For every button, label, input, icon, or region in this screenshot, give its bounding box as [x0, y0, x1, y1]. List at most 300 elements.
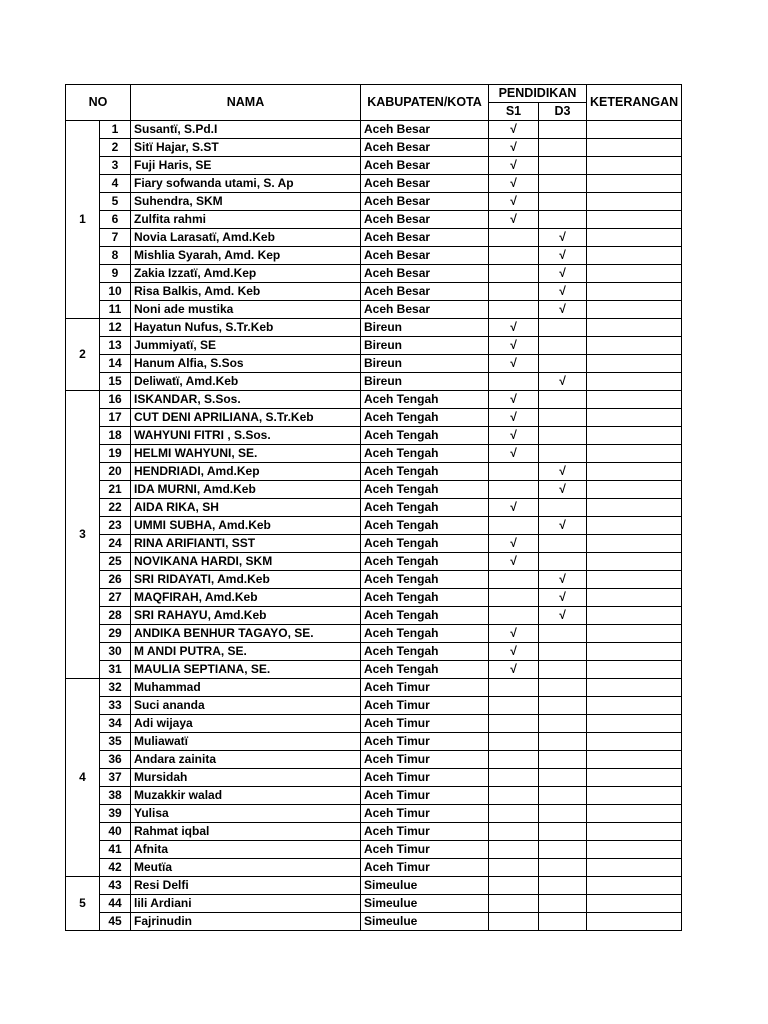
- keterangan-cell: [587, 733, 682, 751]
- d3-check-cell: [539, 265, 587, 283]
- name-cell: SRI RIDAYATI, Amd.Keb: [131, 571, 361, 589]
- s1-check-cell: [489, 391, 539, 409]
- kabupaten-cell: Aceh Timur: [361, 715, 489, 733]
- name-cell: Resi Delfi: [131, 877, 361, 895]
- check-mark-icon: √: [559, 518, 566, 532]
- name-cell: Andara zainita: [131, 751, 361, 769]
- table-row: [66, 787, 682, 805]
- s1-check-cell: [489, 283, 539, 301]
- keterangan-cell: [587, 859, 682, 877]
- table-row: [66, 535, 682, 553]
- group-number: 3: [66, 391, 100, 679]
- d3-check-cell: [539, 463, 587, 481]
- s1-check-cell: [489, 355, 539, 373]
- d3-check-cell: [539, 625, 587, 643]
- s1-check-cell: [489, 877, 539, 895]
- d3-check-cell: [539, 553, 587, 571]
- s1-check-cell: [489, 445, 539, 463]
- s1-check-cell: [489, 157, 539, 175]
- check-mark-icon: √: [510, 626, 517, 640]
- table-row: [66, 553, 682, 571]
- row-number: 25: [100, 553, 131, 571]
- keterangan-cell: [587, 517, 682, 535]
- table-row: [66, 193, 682, 211]
- d3-check-cell: [539, 805, 587, 823]
- kabupaten-cell: Aceh Tengah: [361, 553, 489, 571]
- table-row: [66, 571, 682, 589]
- name-cell: Fiary sofwanda utami, S. Ap: [131, 175, 361, 193]
- s1-check-cell: [489, 121, 539, 139]
- kabupaten-cell: Aceh Timur: [361, 697, 489, 715]
- table-row: [66, 697, 682, 715]
- keterangan-cell: [587, 535, 682, 553]
- keterangan-cell: [587, 391, 682, 409]
- name-cell: Fajrinudin: [131, 913, 361, 931]
- check-mark-icon: √: [510, 140, 517, 154]
- keterangan-cell: [587, 229, 682, 247]
- table-row: [66, 445, 682, 463]
- keterangan-cell: [587, 409, 682, 427]
- kabupaten-cell: Aceh Besar: [361, 247, 489, 265]
- d3-check-cell: [539, 481, 587, 499]
- name-cell: Zulfita rahmi: [131, 211, 361, 229]
- table-row: [66, 301, 682, 319]
- kabupaten-cell: Aceh Besar: [361, 265, 489, 283]
- kabupaten-cell: Aceh Besar: [361, 157, 489, 175]
- check-mark-icon: √: [559, 608, 566, 622]
- d3-check-cell: [539, 409, 587, 427]
- s1-check-cell: [489, 427, 539, 445]
- check-mark-icon: √: [510, 446, 517, 460]
- group-number: 5: [66, 877, 100, 931]
- row-number: 44: [100, 895, 131, 913]
- check-mark-icon: √: [510, 644, 517, 658]
- kabupaten-cell: Aceh Timur: [361, 769, 489, 787]
- keterangan-cell: [587, 247, 682, 265]
- header-no: NO: [66, 85, 131, 121]
- s1-check-cell: [489, 193, 539, 211]
- check-mark-icon: √: [559, 266, 566, 280]
- table-row: [66, 229, 682, 247]
- table-row: [66, 211, 682, 229]
- d3-check-cell: [539, 859, 587, 877]
- d3-check-cell: [539, 319, 587, 337]
- d3-check-cell: [539, 211, 587, 229]
- table-row: [66, 589, 682, 607]
- d3-check-cell: [539, 571, 587, 589]
- check-mark-icon: √: [559, 302, 566, 316]
- row-number: 8: [100, 247, 131, 265]
- keterangan-cell: [587, 805, 682, 823]
- s1-check-cell: [489, 679, 539, 697]
- kabupaten-cell: Aceh Besar: [361, 121, 489, 139]
- name-cell: ISKANDAR, S.Sos.: [131, 391, 361, 409]
- row-number: 21: [100, 481, 131, 499]
- row-number: 37: [100, 769, 131, 787]
- row-number: 31: [100, 661, 131, 679]
- keterangan-cell: [587, 193, 682, 211]
- keterangan-cell: [587, 139, 682, 157]
- row-number: 38: [100, 787, 131, 805]
- check-mark-icon: √: [510, 410, 517, 424]
- row-number: 23: [100, 517, 131, 535]
- keterangan-cell: [587, 301, 682, 319]
- kabupaten-cell: Aceh Tengah: [361, 499, 489, 517]
- kabupaten-cell: Aceh Timur: [361, 859, 489, 877]
- d3-check-cell: [539, 877, 587, 895]
- participant-table: [65, 84, 682, 931]
- row-number: 42: [100, 859, 131, 877]
- name-cell: UMMI SUBHA, Amd.Keb: [131, 517, 361, 535]
- d3-check-cell: [539, 697, 587, 715]
- name-cell: HENDRIADI, Amd.Kep: [131, 463, 361, 481]
- kabupaten-cell: Aceh Timur: [361, 805, 489, 823]
- s1-check-cell: [489, 337, 539, 355]
- s1-check-cell: [489, 697, 539, 715]
- keterangan-cell: [587, 589, 682, 607]
- name-cell: Novia Larasatï, Amd.Keb: [131, 229, 361, 247]
- s1-check-cell: [489, 841, 539, 859]
- row-number: 20: [100, 463, 131, 481]
- s1-check-cell: [489, 373, 539, 391]
- keterangan-cell: [587, 877, 682, 895]
- kabupaten-cell: Bireun: [361, 373, 489, 391]
- name-cell: Risa Balkis, Amd. Keb: [131, 283, 361, 301]
- name-cell: Jummiyatï, SE: [131, 337, 361, 355]
- d3-check-cell: [539, 841, 587, 859]
- table-row: [66, 769, 682, 787]
- check-mark-icon: √: [559, 482, 566, 496]
- keterangan-cell: [587, 157, 682, 175]
- table-row: [66, 913, 682, 931]
- kabupaten-cell: Aceh Tengah: [361, 589, 489, 607]
- check-mark-icon: √: [510, 500, 517, 514]
- s1-check-cell: [489, 715, 539, 733]
- row-number: 3: [100, 157, 131, 175]
- name-cell: SRI RAHAYU, Amd.Keb: [131, 607, 361, 625]
- kabupaten-cell: Aceh Tengah: [361, 427, 489, 445]
- name-cell: Hayatun Nufus, S.Tr.Keb: [131, 319, 361, 337]
- keterangan-cell: [587, 319, 682, 337]
- d3-check-cell: [539, 517, 587, 535]
- s1-check-cell: [489, 787, 539, 805]
- kabupaten-cell: Simeulue: [361, 895, 489, 913]
- table-row: [66, 499, 682, 517]
- name-cell: Sitï Hajar, S.ST: [131, 139, 361, 157]
- row-number: 16: [100, 391, 131, 409]
- table-row: [66, 355, 682, 373]
- check-mark-icon: √: [510, 158, 517, 172]
- keterangan-cell: [587, 121, 682, 139]
- name-cell: MAULIA SEPTIANA, SE.: [131, 661, 361, 679]
- s1-check-cell: [489, 913, 539, 931]
- table-row: [66, 481, 682, 499]
- kabupaten-cell: Aceh Besar: [361, 301, 489, 319]
- name-cell: MAQFIRAH, Amd.Keb: [131, 589, 361, 607]
- kabupaten-cell: Aceh Besar: [361, 139, 489, 157]
- s1-check-cell: [489, 463, 539, 481]
- d3-check-cell: [539, 535, 587, 553]
- d3-check-cell: [539, 373, 587, 391]
- name-cell: WAHYUNI FITRI , S.Sos.: [131, 427, 361, 445]
- kabupaten-cell: Aceh Besar: [361, 193, 489, 211]
- d3-check-cell: [539, 823, 587, 841]
- row-number: 4: [100, 175, 131, 193]
- keterangan-cell: [587, 463, 682, 481]
- d3-check-cell: [539, 193, 587, 211]
- d3-check-cell: [539, 751, 587, 769]
- kabupaten-cell: Aceh Besar: [361, 229, 489, 247]
- d3-check-cell: [539, 121, 587, 139]
- s1-check-cell: [489, 499, 539, 517]
- keterangan-cell: [587, 607, 682, 625]
- check-mark-icon: √: [510, 428, 517, 442]
- table-row: [66, 427, 682, 445]
- kabupaten-cell: Aceh Timur: [361, 787, 489, 805]
- row-number: 18: [100, 427, 131, 445]
- table-row: [66, 121, 682, 139]
- d3-check-cell: [539, 895, 587, 913]
- table-row: [66, 643, 682, 661]
- check-mark-icon: √: [510, 536, 517, 550]
- row-number: 33: [100, 697, 131, 715]
- name-cell: Muhammad: [131, 679, 361, 697]
- d3-check-cell: [539, 733, 587, 751]
- s1-check-cell: [489, 823, 539, 841]
- name-cell: Meutïa: [131, 859, 361, 877]
- name-cell: AIDA RIKA, SH: [131, 499, 361, 517]
- d3-check-cell: [539, 301, 587, 319]
- table-body: [66, 121, 682, 931]
- d3-check-cell: [539, 391, 587, 409]
- name-cell: Muliawatï: [131, 733, 361, 751]
- name-cell: Fuji Haris, SE: [131, 157, 361, 175]
- keterangan-cell: [587, 211, 682, 229]
- check-mark-icon: √: [559, 230, 566, 244]
- kabupaten-cell: Aceh Besar: [361, 283, 489, 301]
- row-number: 9: [100, 265, 131, 283]
- row-number: 11: [100, 301, 131, 319]
- row-number: 22: [100, 499, 131, 517]
- keterangan-cell: [587, 751, 682, 769]
- keterangan-cell: [587, 787, 682, 805]
- s1-check-cell: [489, 661, 539, 679]
- keterangan-cell: [587, 841, 682, 859]
- s1-check-cell: [489, 589, 539, 607]
- keterangan-cell: [587, 769, 682, 787]
- check-mark-icon: √: [510, 212, 517, 226]
- check-mark-icon: √: [559, 284, 566, 298]
- name-cell: CUT DENI APRILIANA, S.Tr.Keb: [131, 409, 361, 427]
- kabupaten-cell: Aceh Tengah: [361, 445, 489, 463]
- s1-check-cell: [489, 481, 539, 499]
- name-cell: Suci ananda: [131, 697, 361, 715]
- keterangan-cell: [587, 571, 682, 589]
- d3-check-cell: [539, 913, 587, 931]
- table-row: [66, 751, 682, 769]
- name-cell: Noni ade mustika: [131, 301, 361, 319]
- keterangan-cell: [587, 643, 682, 661]
- row-number: 28: [100, 607, 131, 625]
- row-number: 35: [100, 733, 131, 751]
- check-mark-icon: √: [510, 176, 517, 190]
- row-number: 17: [100, 409, 131, 427]
- row-number: 29: [100, 625, 131, 643]
- keterangan-cell: [587, 283, 682, 301]
- s1-check-cell: [489, 211, 539, 229]
- kabupaten-cell: Bireun: [361, 355, 489, 373]
- table-row: [66, 247, 682, 265]
- check-mark-icon: √: [510, 194, 517, 208]
- table-row: [66, 823, 682, 841]
- table-row: [66, 517, 682, 535]
- d3-check-cell: [539, 679, 587, 697]
- s1-check-cell: [489, 409, 539, 427]
- name-cell: Deliwatï, Amd.Keb: [131, 373, 361, 391]
- row-number: 15: [100, 373, 131, 391]
- s1-check-cell: [489, 301, 539, 319]
- table-row: [66, 265, 682, 283]
- keterangan-cell: [587, 913, 682, 931]
- keterangan-cell: [587, 265, 682, 283]
- row-number: 39: [100, 805, 131, 823]
- group-number: 1: [66, 121, 100, 319]
- name-cell: Susantï, S.Pd.I: [131, 121, 361, 139]
- name-cell: Yulisa: [131, 805, 361, 823]
- name-cell: Mishlia Syarah, Amd. Kep: [131, 247, 361, 265]
- header-pendidikan: PENDIDIKAN: [489, 85, 587, 103]
- s1-check-cell: [489, 769, 539, 787]
- d3-check-cell: [539, 607, 587, 625]
- kabupaten-cell: Aceh Timur: [361, 679, 489, 697]
- keterangan-cell: [587, 373, 682, 391]
- d3-check-cell: [539, 175, 587, 193]
- table-row: [66, 733, 682, 751]
- name-cell: RINA ARIFIANTI, SST: [131, 535, 361, 553]
- table-row: [66, 283, 682, 301]
- check-mark-icon: √: [559, 248, 566, 262]
- table-row: [66, 805, 682, 823]
- keterangan-cell: [587, 895, 682, 913]
- s1-check-cell: [489, 535, 539, 553]
- kabupaten-cell: Aceh Besar: [361, 211, 489, 229]
- table-row: [66, 625, 682, 643]
- d3-check-cell: [539, 247, 587, 265]
- s1-check-cell: [489, 175, 539, 193]
- kabupaten-cell: Aceh Tengah: [361, 625, 489, 643]
- kabupaten-cell: Aceh Tengah: [361, 391, 489, 409]
- kabupaten-cell: Aceh Tengah: [361, 643, 489, 661]
- table-row: [66, 409, 682, 427]
- d3-check-cell: [539, 139, 587, 157]
- check-mark-icon: √: [559, 464, 566, 478]
- kabupaten-cell: Aceh Tengah: [361, 607, 489, 625]
- name-cell: M ANDI PUTRA, SE.: [131, 643, 361, 661]
- row-number: 41: [100, 841, 131, 859]
- keterangan-cell: [587, 445, 682, 463]
- row-number: 26: [100, 571, 131, 589]
- keterangan-cell: [587, 355, 682, 373]
- kabupaten-cell: Bireun: [361, 337, 489, 355]
- d3-check-cell: [539, 157, 587, 175]
- d3-check-cell: [539, 589, 587, 607]
- kabupaten-cell: Aceh Tengah: [361, 571, 489, 589]
- row-number: 30: [100, 643, 131, 661]
- s1-check-cell: [489, 247, 539, 265]
- table-row: [66, 661, 682, 679]
- table-row: [66, 715, 682, 733]
- table-row: [66, 319, 682, 337]
- keterangan-cell: [587, 625, 682, 643]
- name-cell: NOVIKANA HARDI, SKM: [131, 553, 361, 571]
- check-mark-icon: √: [510, 662, 517, 676]
- header-nama: NAMA: [131, 85, 361, 121]
- group-number: 2: [66, 319, 100, 391]
- s1-check-cell: [489, 229, 539, 247]
- check-mark-icon: √: [510, 554, 517, 568]
- header-d3: D3: [539, 103, 587, 121]
- check-mark-icon: √: [510, 356, 517, 370]
- d3-check-cell: [539, 661, 587, 679]
- d3-check-cell: [539, 355, 587, 373]
- keterangan-cell: [587, 481, 682, 499]
- row-number: 36: [100, 751, 131, 769]
- row-number: 10: [100, 283, 131, 301]
- s1-check-cell: [489, 625, 539, 643]
- d3-check-cell: [539, 499, 587, 517]
- keterangan-cell: [587, 823, 682, 841]
- keterangan-cell: [587, 715, 682, 733]
- table-row: [66, 391, 682, 409]
- table-row: [66, 139, 682, 157]
- s1-check-cell: [489, 733, 539, 751]
- group-number: 4: [66, 679, 100, 877]
- name-cell: Zakia Izzatï, Amd.Kep: [131, 265, 361, 283]
- name-cell: IDA MURNI, Amd.Keb: [131, 481, 361, 499]
- kabupaten-cell: Aceh Tengah: [361, 517, 489, 535]
- kabupaten-cell: Aceh Tengah: [361, 409, 489, 427]
- table-row: [66, 877, 682, 895]
- s1-check-cell: [489, 265, 539, 283]
- table-row: [66, 373, 682, 391]
- check-mark-icon: √: [559, 374, 566, 388]
- header-keterangan: KETERANGAN: [587, 85, 682, 121]
- check-mark-icon: √: [510, 320, 517, 334]
- d3-check-cell: [539, 445, 587, 463]
- table-row: [66, 463, 682, 481]
- table-row: [66, 607, 682, 625]
- s1-check-cell: [489, 751, 539, 769]
- kabupaten-cell: Aceh Tengah: [361, 481, 489, 499]
- s1-check-cell: [489, 643, 539, 661]
- row-number: 7: [100, 229, 131, 247]
- row-number: 45: [100, 913, 131, 931]
- row-number: 34: [100, 715, 131, 733]
- name-cell: Mursidah: [131, 769, 361, 787]
- check-mark-icon: √: [559, 572, 566, 586]
- d3-check-cell: [539, 283, 587, 301]
- row-number: 6: [100, 211, 131, 229]
- row-number: 19: [100, 445, 131, 463]
- table-row: [66, 337, 682, 355]
- name-cell: ANDIKA BENHUR TAGAYO, SE.: [131, 625, 361, 643]
- row-number: 32: [100, 679, 131, 697]
- row-number: 40: [100, 823, 131, 841]
- table-row: [66, 859, 682, 877]
- keterangan-cell: [587, 679, 682, 697]
- s1-check-cell: [489, 553, 539, 571]
- d3-check-cell: [539, 427, 587, 445]
